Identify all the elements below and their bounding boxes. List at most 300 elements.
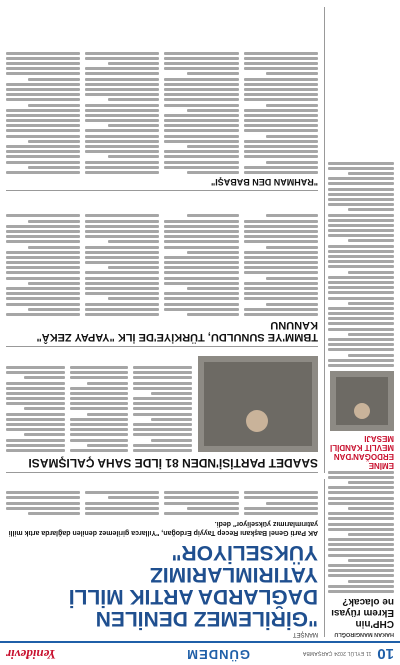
text-line [6,171,80,174]
text-line [328,250,394,253]
text-line [70,371,129,374]
text-line [85,214,159,217]
story-saadet-headline: SAADET PARTİSİ'NDEN 81 İLDE SAHA ÇALIŞMASI [28,456,318,470]
text-line [244,124,318,127]
text-line [244,155,318,158]
text-line [165,57,239,60]
text-line [133,408,192,411]
text-line [6,214,80,217]
text-line [244,52,318,55]
text-line [244,313,318,316]
text-line [85,225,159,228]
text-line [6,387,65,390]
text-column [244,489,318,515]
issue-date: 11 EYLÜL 2024 ÇARŞAMBA [302,650,372,657]
text-line [266,135,318,138]
text-line [6,52,80,55]
text-line [28,166,80,169]
text-line [165,277,239,280]
text-line [244,83,318,86]
text-line [85,282,159,285]
text-line [6,225,80,228]
text-line [328,162,394,165]
text-line [133,371,192,374]
text-line [28,512,80,515]
text-line [85,256,159,259]
text-line [6,62,80,65]
text-line [165,246,239,249]
text-line [165,93,239,96]
text-column [6,50,80,175]
text-line [244,507,318,510]
story-saadet [6,352,318,473]
text-line [6,496,80,499]
text-line [244,261,318,264]
text-line [108,124,160,127]
text-line [165,124,239,127]
text-line [328,343,394,346]
text-line [85,166,159,169]
text-line [85,491,159,494]
text-line [244,166,318,169]
lead-kicker: MANŞET [292,631,318,637]
text-line [70,397,129,400]
text-line [85,78,159,81]
text-line [244,308,318,311]
text-line [6,303,80,306]
text-line [85,104,159,107]
lead-story [6,479,318,637]
text-column [85,50,159,175]
text-line [6,145,80,148]
text-column [6,489,80,515]
text-line [165,140,239,143]
text-line [328,260,394,263]
text-line [328,328,394,331]
text-line [244,88,318,91]
text-line [151,418,192,421]
text-line [328,224,394,227]
text-line [165,62,239,65]
text-line [244,67,318,70]
text-line [328,476,394,479]
masthead [0,641,400,665]
lead-body [6,489,318,515]
text-line [348,333,394,336]
text-line [266,214,318,217]
text-line [133,449,192,452]
text-line [328,286,394,289]
side-story [324,7,394,473]
text-line [244,292,318,295]
text-line [348,302,394,305]
text-line [133,433,192,436]
text-line [348,208,394,211]
text-line [6,109,80,112]
text-line [6,155,80,158]
text-line [151,392,192,395]
text-line [244,225,318,228]
text-line [70,439,129,442]
text-line [6,240,80,243]
text-line [244,496,318,499]
lead-spot: AK Parti Genel Başkanı Recep Tayyip Erdoğan, "Yıllarca girilemez denilen dağlarda artık milli yatırımlarımız yükseliyor" dedi. [8,520,318,536]
text-line [165,161,239,164]
text-line [165,230,239,233]
story-yapay-zeka-body [6,212,318,316]
text-line [328,312,394,315]
story-saadet-photo [198,356,318,452]
text-line [6,150,80,153]
text-column [165,50,239,175]
text-line [133,423,192,426]
text-line [85,145,159,148]
text-line [85,57,159,60]
side-photo [330,371,394,431]
text-line [108,62,160,65]
text-line [244,256,318,259]
text-line [266,303,318,306]
text-line [85,272,159,275]
text-column [85,212,159,316]
text-line [85,109,159,112]
text-line [165,261,239,264]
text-line [244,266,318,269]
text-line [165,240,239,243]
text-line [244,240,318,243]
text-line [6,114,80,117]
text-line [328,281,394,284]
text-line [87,444,128,447]
text-line [70,428,129,431]
text-line [187,287,239,290]
text-line [70,392,129,395]
text-line [70,387,129,390]
text-line [165,496,239,499]
text-line [85,303,159,306]
story-bottom-headline: "RAHMAN DEN BABAŞI" [210,177,318,187]
text-line [328,528,394,531]
columnist-author: HAKAN MANGIROĞLU [334,631,394,637]
text-line [328,198,394,201]
text-line [328,297,394,300]
text-line [165,297,239,300]
text-line [28,308,80,311]
text-line [85,135,159,138]
text-line [348,240,394,243]
text-line [6,382,65,385]
text-line [6,491,80,494]
text-line [348,507,394,510]
text-line [328,229,394,232]
text-line [133,428,192,431]
text-line [133,397,192,400]
text-line [165,104,239,107]
text-line [328,234,394,237]
text-line [85,277,159,280]
text-line [328,502,394,505]
text-line [328,569,394,572]
text-column [244,50,318,175]
text-line [266,502,318,505]
text-line [85,251,159,254]
page-number: 10 [377,645,394,662]
text-line [6,397,65,400]
text-line [70,433,129,436]
text-line [165,166,239,169]
text-line [244,491,318,494]
text-line [85,67,159,70]
text-line [165,491,239,494]
text-line [70,423,129,426]
text-line [85,502,159,505]
text-line [85,88,159,91]
text-column [6,364,65,452]
text-line [244,230,318,233]
text-line [328,491,394,494]
text-line [244,57,318,60]
text-line [244,114,318,117]
text-line [87,382,128,385]
text-line [6,124,80,127]
text-line [6,439,65,442]
text-line [6,83,80,86]
text-line [165,256,239,259]
story-yapay-zeka-headline: TBMM'YE SUNULDU, TÜRKİYE'DE İLK "YAPAY ZEKÂ" KANUNU [36,319,318,343]
text-line [133,402,192,405]
text-line [108,496,160,499]
text-line [328,317,394,320]
text-line [244,140,318,143]
text-line [165,119,239,122]
text-line [28,220,80,223]
text-line [187,507,239,510]
text-line [244,98,318,101]
text-line [70,418,129,421]
text-line [244,251,318,254]
text-column [244,212,318,316]
text-line [244,119,318,122]
text-line [6,502,80,505]
text-line [244,171,318,174]
text-line [165,150,239,153]
text-line [328,543,394,546]
photo-subject [354,403,370,419]
text-line [328,182,394,185]
text-line [328,219,394,222]
text-line [6,297,80,300]
text-line [328,512,394,515]
side-headline: EMİNE ERDOĞAN'DAN MEVLİT KANDİLİ MESAJI [330,434,394,470]
text-line [6,287,80,290]
text-line [244,62,318,65]
columnist-title: CHP'nin Ekrem rüyası ne olacak? [331,596,394,629]
text-line [133,376,192,379]
story-yapay-zeka [6,196,318,347]
text-line [266,72,318,75]
text-line [165,114,239,117]
text-line [187,313,239,316]
text-line [6,507,80,510]
text-line [6,413,65,416]
text-line [6,251,80,254]
text-line [187,214,239,217]
text-line [165,292,239,295]
text-line [6,292,80,295]
text-line [6,402,65,405]
text-line [28,104,80,107]
text-line [24,376,65,379]
text-line [24,433,65,436]
text-line [266,161,318,164]
text-line [85,119,159,122]
text-line [328,214,394,217]
text-line [151,439,192,442]
text-line [85,220,159,223]
text-line [6,130,80,133]
text-line [85,507,159,510]
text-line [328,564,394,567]
text-line [165,502,239,505]
text-line [328,523,394,526]
text-line [328,497,394,500]
text-line [6,119,80,122]
text-line [85,287,159,290]
text-line [244,78,318,81]
text-line [70,408,129,411]
text-line [6,444,65,447]
text-line [133,387,192,390]
text-line [85,308,159,311]
text-line [266,246,318,249]
columnist-body [328,471,394,593]
text-line [6,235,80,238]
text-line [165,52,239,55]
text-line [6,418,65,421]
text-line [6,371,65,374]
text-line [133,413,192,416]
text-line [165,235,239,238]
text-line [70,376,129,379]
story-bottom [6,6,318,191]
text-line [187,145,239,148]
text-line [328,245,394,248]
text-line [6,72,80,75]
text-line [348,271,394,274]
text-line [85,72,159,75]
text-line [85,292,159,295]
columnist-box [324,479,394,637]
text-line [328,517,394,520]
text-line [328,574,394,577]
text-line [328,188,394,191]
text-line [328,585,394,588]
text-line [87,413,128,416]
text-line [244,272,318,275]
text-line [187,171,239,174]
text-line [108,240,160,243]
text-line [165,78,239,81]
text-line [165,98,239,101]
text-line [28,140,80,143]
text-line [6,392,65,395]
text-line [6,93,80,96]
text-line [328,255,394,258]
text-column [85,489,159,515]
text-line [165,308,239,311]
text-line [28,246,80,249]
text-line [85,150,159,153]
text-line [328,276,394,279]
text-line [244,150,318,153]
text-line [165,303,239,306]
text-line [244,109,318,112]
text-line [85,114,159,117]
text-line [348,559,394,562]
text-line [328,359,394,362]
text-line [133,366,192,369]
text-line [165,512,239,515]
text-line [266,104,318,107]
text-line [165,83,239,86]
section-title: GÜNDEM [186,647,250,662]
text-line [165,272,239,275]
text-line [244,130,318,133]
text-line [6,366,65,369]
text-line [70,449,129,452]
text-line [6,423,65,426]
text-line [328,549,394,552]
text-line [328,323,394,326]
text-line [244,93,318,96]
text-line [328,364,394,367]
text-line [187,251,239,254]
story-bottom-body [6,50,318,175]
text-column [165,212,239,316]
text-line [108,98,160,101]
text-line [6,272,80,275]
text-line [85,313,159,316]
text-line [85,261,159,264]
text-line [244,220,318,223]
text-line [6,98,80,101]
text-column [70,364,129,452]
text-line [6,161,80,164]
text-line [165,67,239,70]
text-line [328,554,394,557]
text-line [85,246,159,249]
text-line [187,109,239,112]
text-line [328,486,394,489]
text-line [187,72,239,75]
text-line [244,282,318,285]
text-line [6,67,80,70]
text-line [133,444,192,447]
text-line [328,291,394,294]
text-line [85,93,159,96]
text-line [85,235,159,238]
text-column [165,489,239,515]
text-line [244,287,318,290]
text-line [6,313,80,316]
side-body [328,162,394,367]
text-column [6,212,80,316]
text-line [108,155,160,158]
text-line [328,177,394,180]
text-line [328,193,394,196]
text-line [328,167,394,170]
text-line [165,135,239,138]
